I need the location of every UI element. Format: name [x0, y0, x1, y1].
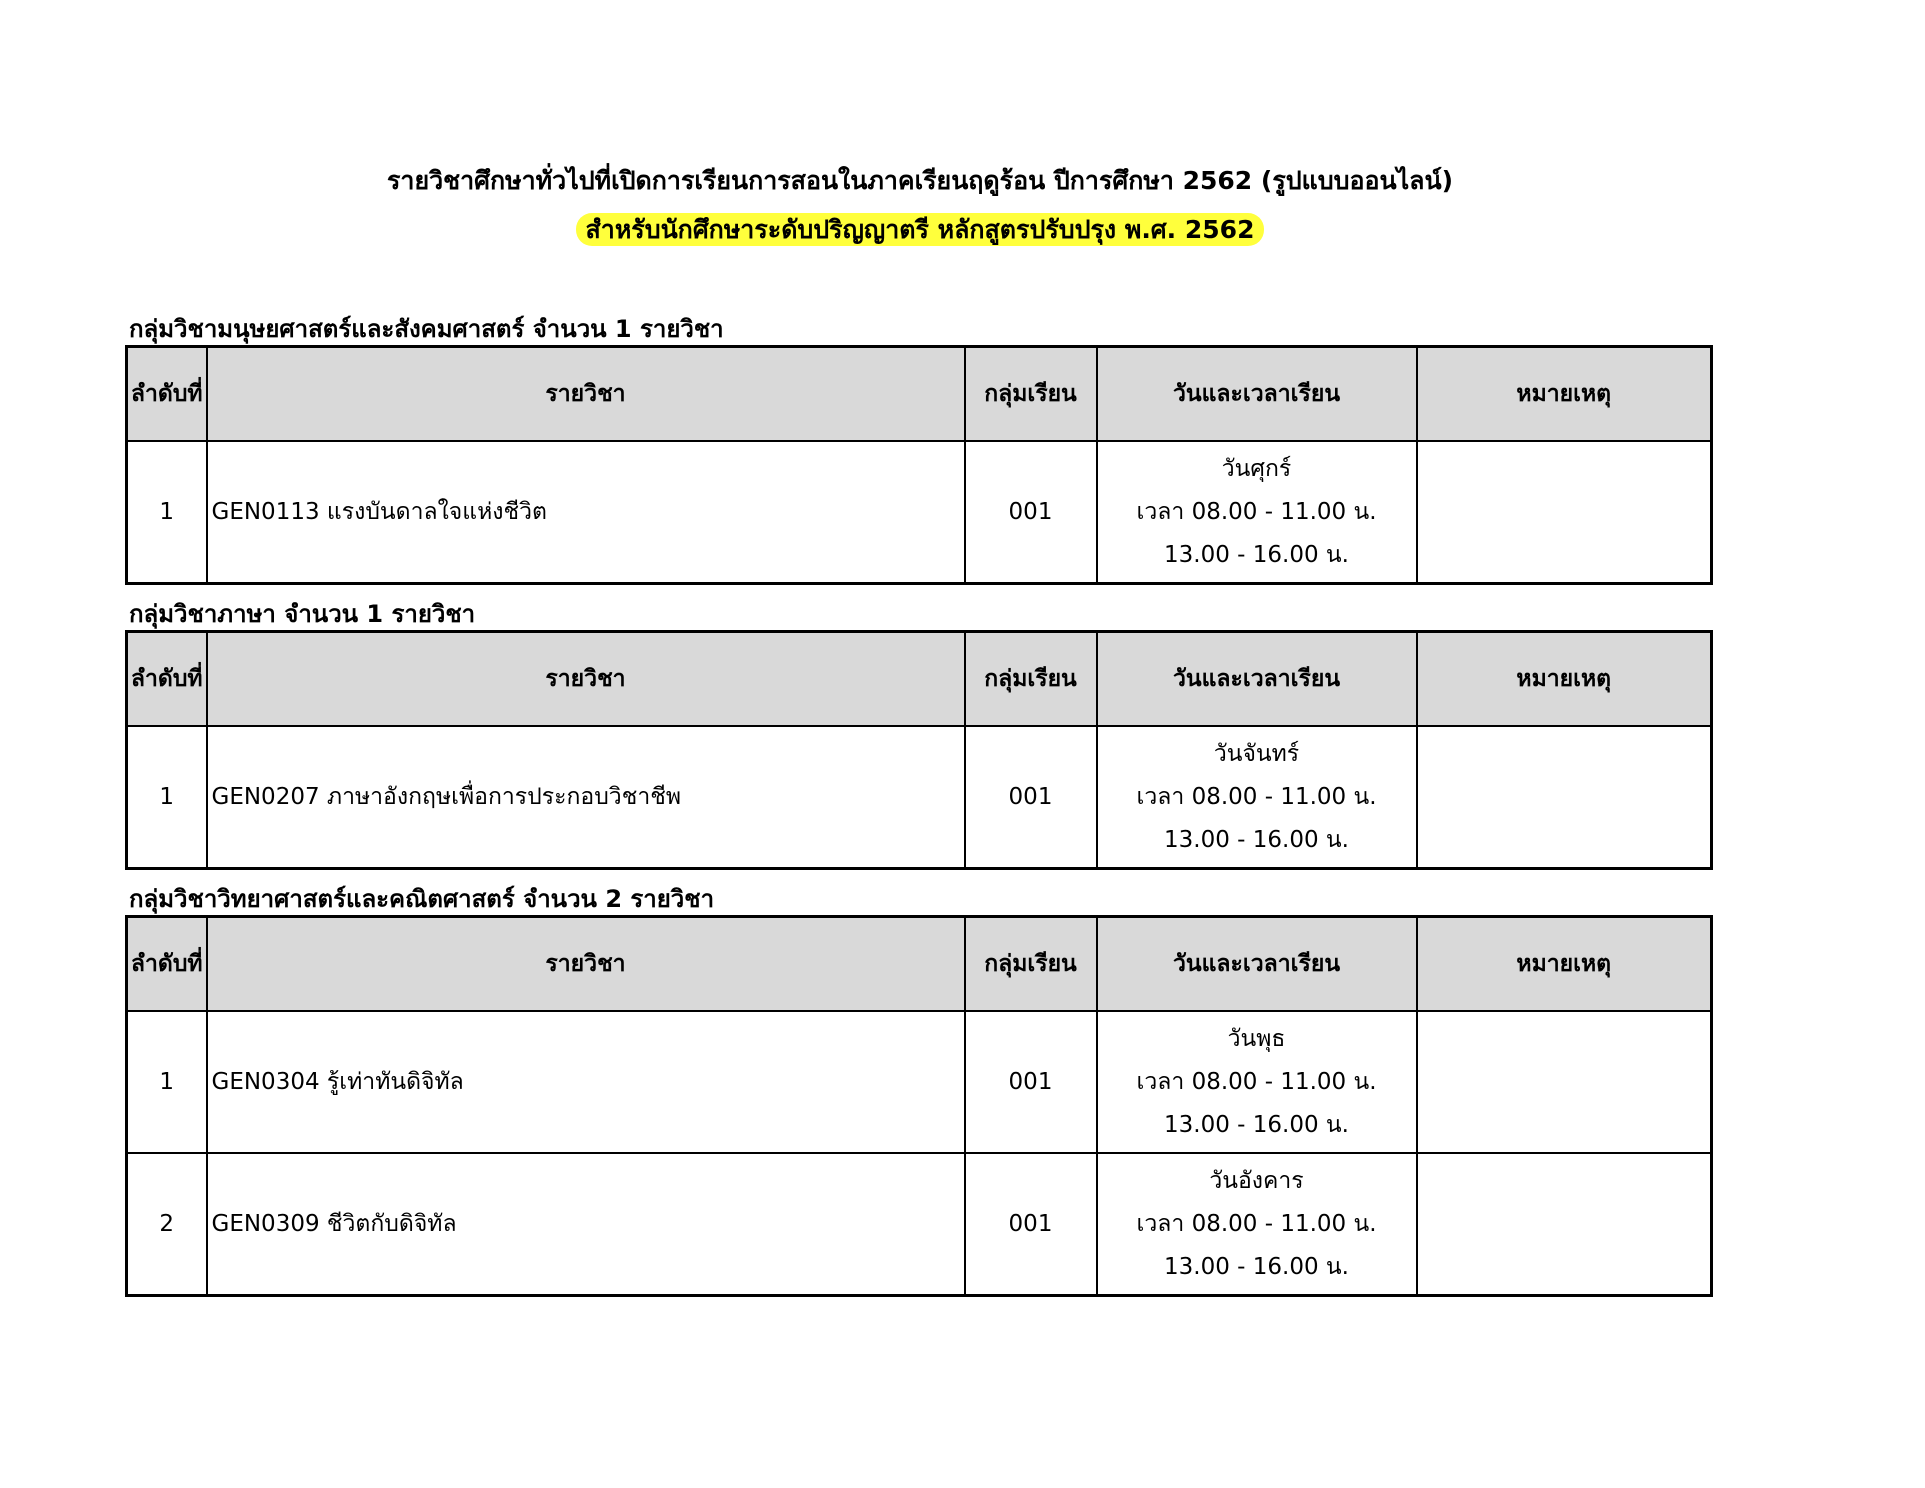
table-header-row	[127, 917, 1712, 1012]
row-course: GEN0113 แรงบันดาลใจแห่งชีวิต	[207, 441, 965, 584]
row-time-1: เวลา 08.00 - 11.00 น.	[1136, 1210, 1377, 1237]
row-day: วันศุกร์	[1221, 455, 1292, 482]
row-course: GEN0309 ชีวิตกับดิจิทัล	[207, 1153, 965, 1296]
row-group: 001	[965, 1011, 1097, 1153]
row-note	[1417, 726, 1712, 869]
section-title: กลุ่มวิชามนุษยศาสตร์และสังคมศาสตร์ จำนวน 1 รายวิชา	[129, 315, 724, 343]
course-table	[125, 345, 1713, 585]
row-group: 001	[965, 1153, 1097, 1296]
row-no: 1	[127, 726, 207, 869]
header-note: หมายเหตุ	[1417, 347, 1712, 442]
row-group: 001	[965, 726, 1097, 869]
row-time-1: เวลา 08.00 - 11.00 น.	[1136, 498, 1377, 525]
row-time-2: 13.00 - 16.00 น.	[1164, 826, 1349, 853]
table-header-row	[127, 347, 1712, 442]
table-row	[127, 1011, 1712, 1153]
header-group: กลุ่มเรียน	[965, 632, 1097, 727]
row-no: 1	[127, 441, 207, 584]
section-language	[125, 598, 1710, 870]
row-no: 1	[127, 1011, 207, 1153]
row-time-2: 13.00 - 16.00 น.	[1164, 1253, 1349, 1280]
header-no: ลำดับที่	[127, 632, 207, 727]
header-group: กลุ่มเรียน	[965, 917, 1097, 1012]
row-time-1: เวลา 08.00 - 11.00 น.	[1136, 783, 1377, 810]
row-group: 001	[965, 441, 1097, 584]
row-note	[1417, 441, 1712, 584]
row-note	[1417, 1011, 1712, 1153]
row-time-2: 13.00 - 16.00 น.	[1164, 1111, 1349, 1138]
row-day: วันอังคาร	[1209, 1167, 1304, 1194]
table-row	[127, 441, 1712, 584]
header-time: วันและเวลาเรียน	[1097, 347, 1417, 442]
section-science-math	[125, 883, 1710, 1297]
course-table	[125, 630, 1713, 870]
document-title: รายวิชาศึกษาทั่วไปที่เปิดการเรียนการสอนในภาคเรียนฤดูร้อน ปีการศึกษา 2562 (รูปแบบออนไลน์)	[387, 166, 1453, 195]
section-title: กลุ่มวิชาวิทยาศาสตร์และคณิตศาสตร์ จำนวน 2 รายวิชา	[129, 885, 715, 913]
row-note	[1417, 1153, 1712, 1296]
header-group: กลุ่มเรียน	[965, 347, 1097, 442]
row-time-2: 13.00 - 16.00 น.	[1164, 541, 1349, 568]
header-time: วันและเวลาเรียน	[1097, 632, 1417, 727]
row-no: 2	[127, 1153, 207, 1296]
course-table	[125, 915, 1713, 1297]
row-time-1: เวลา 08.00 - 11.00 น.	[1136, 1068, 1377, 1095]
header-note: หมายเหตุ	[1417, 632, 1712, 727]
row-time	[1097, 441, 1417, 584]
section-humanities	[125, 313, 1710, 585]
document-subtitle: สำหรับนักศึกษาระดับปริญญาตรี หลักสูตรปรับปรุง พ.ศ. 2562	[576, 213, 1265, 246]
row-course: GEN0304 รู้เท่าทันดิจิทัล	[207, 1011, 965, 1153]
row-day: วันพุธ	[1227, 1025, 1286, 1052]
header-course: รายวิชา	[207, 917, 965, 1012]
header-note: หมายเหตุ	[1417, 917, 1712, 1012]
row-day: วันจันทร์	[1213, 740, 1300, 767]
section-title: กลุ่มวิชาภาษา จำนวน 1 รายวิชา	[129, 600, 476, 628]
table-header-row	[127, 632, 1712, 727]
header-course: รายวิชา	[207, 632, 965, 727]
table-row	[127, 1153, 1712, 1296]
row-time	[1097, 1153, 1417, 1296]
table-row	[127, 726, 1712, 869]
header-course: รายวิชา	[207, 347, 965, 442]
row-course: GEN0207 ภาษาอังกฤษเพื่อการประกอบวิชาชีพ	[207, 726, 965, 869]
row-time	[1097, 1011, 1417, 1153]
header-time: วันและเวลาเรียน	[1097, 917, 1417, 1012]
row-time	[1097, 726, 1417, 869]
header-no: ลำดับที่	[127, 917, 207, 1012]
document-subtitle-wrap	[0, 212, 1840, 248]
header-no: ลำดับที่	[127, 347, 207, 442]
